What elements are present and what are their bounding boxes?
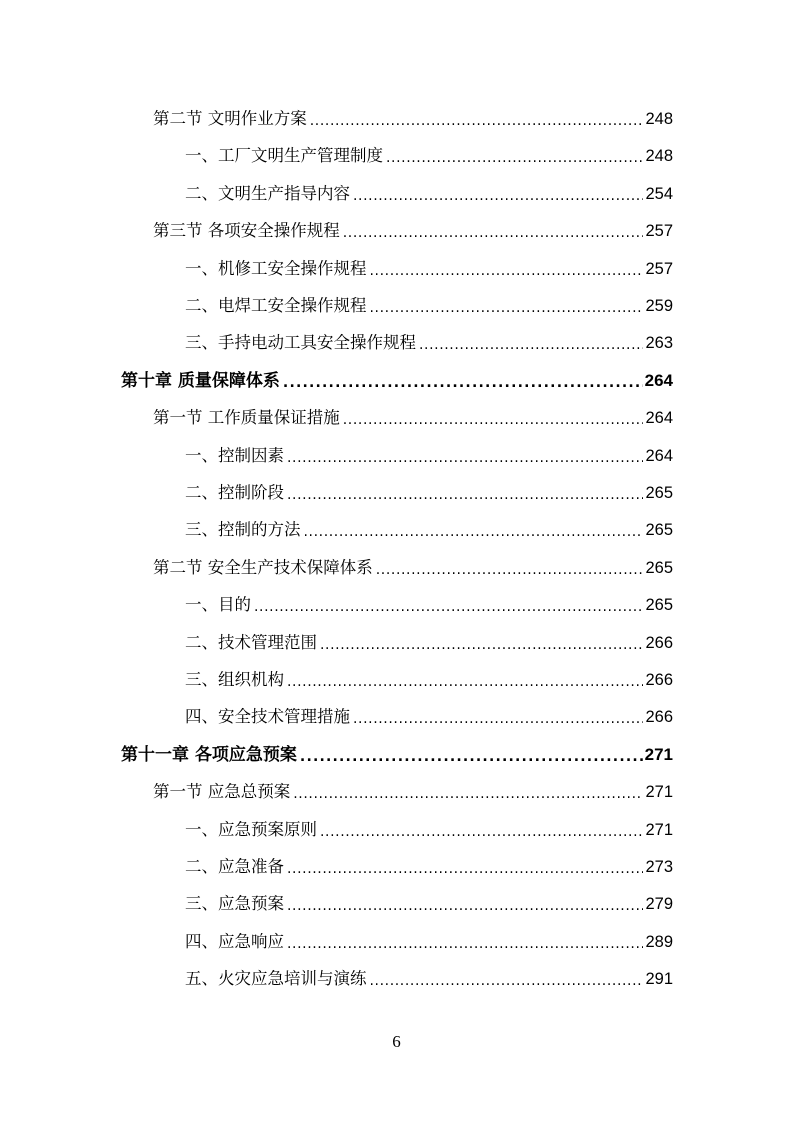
dot-leader [320, 817, 643, 843]
toc-entry-title: 第一节 应急总预案 [153, 782, 291, 802]
toc-entry-page: 254 [645, 184, 673, 203]
dot-leader [287, 854, 643, 880]
toc-entry-page: 266 [645, 633, 673, 652]
dot-leader [343, 405, 644, 431]
toc-section-entry[interactable] [153, 779, 673, 805]
toc-entry-title: 第十一章 各项应急预案 [121, 744, 297, 765]
toc-entry-title: 一、应急预案原则 [185, 819, 317, 839]
toc-item-entry[interactable] [185, 667, 673, 693]
toc-entry-page: 273 [645, 858, 673, 876]
toc-entry-page: 266 [645, 671, 673, 689]
toc-entry-title: 一、控制因素 [185, 445, 284, 465]
toc-section-entry[interactable] [153, 555, 673, 581]
dot-leader [254, 592, 643, 618]
toc-entry-page: 265 [645, 596, 673, 615]
dot-leader [370, 293, 644, 319]
toc-item-entry[interactable] [185, 256, 673, 282]
toc-entry-page: 259 [645, 297, 673, 315]
toc-entry-title: 三、组织机构 [185, 670, 284, 689]
toc-entry-title: 五、火灾应急培训与演练 [185, 969, 367, 989]
dot-leader [370, 256, 644, 282]
toc-entry-title: 一、工厂文明生产管理制度 [185, 146, 383, 166]
dot-leader [287, 480, 643, 506]
dot-leader [287, 667, 643, 693]
toc-entry-page: 271 [645, 783, 673, 802]
toc-entry-title: 四、安全技术管理措施 [185, 707, 350, 727]
toc-entry-page: 265 [645, 521, 673, 540]
toc-item-entry[interactable] [185, 817, 673, 843]
toc-item-entry[interactable] [185, 704, 673, 730]
toc-entry-page: 271 [644, 744, 673, 764]
dot-leader [370, 966, 644, 992]
toc-item-entry[interactable] [185, 143, 673, 169]
toc-entry-page: 279 [645, 895, 673, 914]
toc-entry-page: 289 [645, 932, 673, 951]
dot-leader [386, 143, 643, 169]
dot-leader [310, 106, 644, 132]
dot-leader [287, 443, 643, 469]
dot-leader [353, 704, 643, 730]
toc-entry-title: 二、电焊工安全操作规程 [185, 296, 367, 315]
toc-item-entry[interactable] [185, 891, 673, 917]
toc-item-entry[interactable] [185, 966, 673, 992]
toc-item-entry[interactable] [185, 630, 673, 656]
toc-item-entry[interactable] [185, 443, 673, 469]
toc-entry-page: 248 [645, 147, 673, 166]
toc-entry-title: 二、应急准备 [185, 857, 284, 876]
toc-entry-page: 266 [645, 708, 673, 727]
dot-leader [376, 555, 644, 581]
toc-item-entry[interactable] [185, 929, 673, 955]
toc-entry-title: 三、控制的方法 [185, 520, 301, 540]
toc-entry-page: 248 [645, 110, 673, 128]
dot-leader [419, 330, 643, 356]
toc-entry-page: 257 [645, 222, 673, 241]
toc-item-entry[interactable] [185, 293, 673, 319]
toc-entry-title: 第三节 各项安全操作规程 [153, 221, 340, 241]
toc-section-entry[interactable] [153, 106, 673, 132]
dot-leader [283, 368, 643, 394]
toc-item-entry[interactable] [185, 854, 673, 880]
toc-item-entry[interactable] [185, 592, 673, 618]
toc-entry-title: 一、机修工安全操作规程 [185, 258, 367, 278]
dot-leader [293, 779, 643, 805]
toc-entry-page: 271 [645, 820, 673, 839]
toc-item-entry[interactable] [185, 517, 673, 543]
toc-entry-title: 第一节 工作质量保证措施 [153, 408, 340, 428]
toc-chapter-entry[interactable] [121, 742, 673, 768]
dot-leader [353, 181, 643, 207]
toc-section-entry[interactable] [153, 405, 673, 431]
dot-leader [300, 742, 643, 768]
toc-entry-title: 第二节 安全生产技术保障体系 [153, 557, 373, 577]
toc-entry-page: 264 [645, 409, 673, 428]
toc-item-entry[interactable] [185, 181, 673, 207]
toc-entry-title: 第十章 质量保障体系 [121, 370, 280, 391]
toc-item-entry[interactable] [185, 330, 673, 356]
dot-leader [304, 517, 644, 543]
toc-chapter-entry[interactable] [121, 368, 673, 394]
toc-section-entry[interactable] [153, 218, 673, 244]
toc-entry-page: 264 [644, 370, 673, 390]
toc-entry-title: 二、文明生产指导内容 [185, 183, 350, 203]
toc-entry-title: 四、应急响应 [185, 931, 284, 951]
dot-leader [287, 891, 643, 917]
toc-entry-title: 一、目的 [185, 595, 251, 615]
toc-item-entry[interactable] [185, 480, 673, 506]
toc-entry-page: 265 [645, 484, 673, 502]
dot-leader [343, 218, 644, 244]
toc-entry-title: 第二节 文明作业方案 [153, 109, 307, 128]
toc-entry-page: 263 [645, 334, 673, 353]
toc-entry-title: 三、手持电动工具安全操作规程 [185, 333, 416, 353]
page-number: 6 [392, 1032, 401, 1051]
dot-leader [320, 630, 643, 656]
toc-entry-title: 三、应急预案 [185, 894, 284, 914]
toc-entry-page: 257 [645, 259, 673, 278]
toc-entry-page: 291 [645, 970, 673, 989]
toc-entry-page: 264 [645, 446, 673, 465]
toc-entry-page: 265 [645, 558, 673, 577]
dot-leader [287, 929, 643, 955]
toc-entry-title: 二、控制阶段 [185, 483, 284, 502]
toc-entry-title: 二、技术管理范围 [185, 632, 317, 652]
